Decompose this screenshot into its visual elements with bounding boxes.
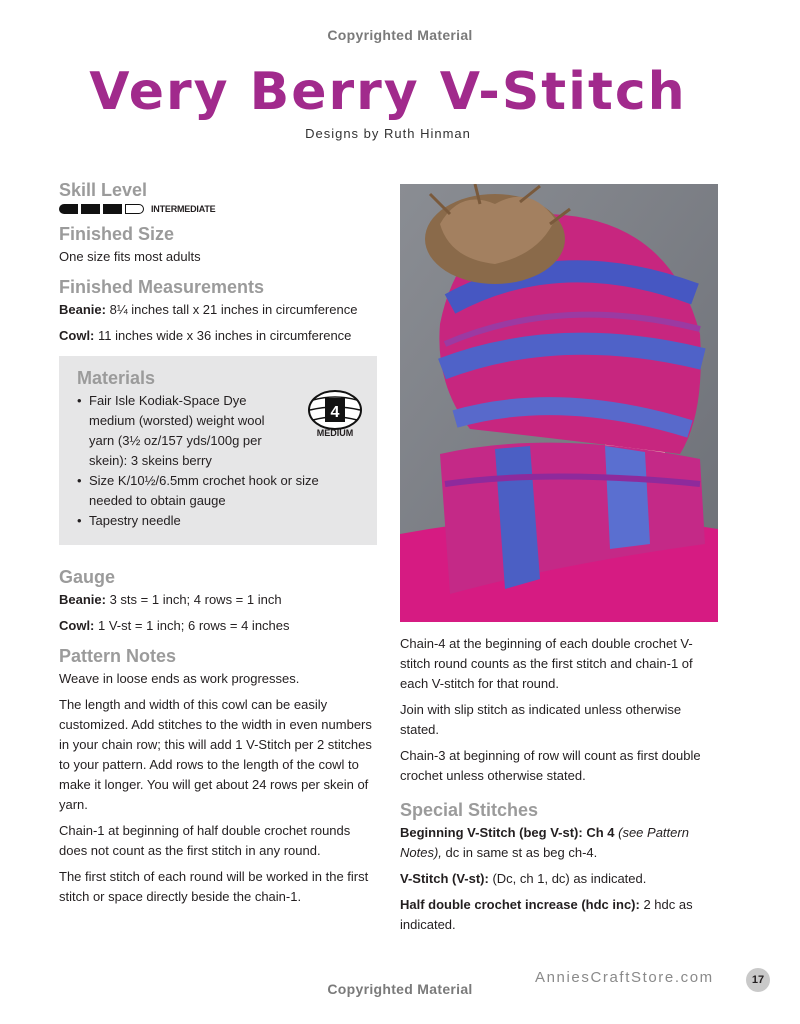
skill-level-section [59,180,377,214]
pattern-note: The length and width of this cowl can be easily customized. Add stitches to the width in even numbers in your chain row; this will add 1 V-Stitch per 2 stitches to your pattern. Add rows to the length of the cowl to make it longer. You will get about 24 rows per skein of yarn. [59,697,372,812]
beanie-gauge: Beanie: 3 sts = 1 inch; 4 rows = 1 inch [59,592,282,607]
hat-and-cowl-photo [400,184,718,622]
skill-segment-2 [81,204,100,214]
skill-segment-3 [103,204,122,214]
material-item: • Tapestry needle [77,511,361,531]
finished-size-section [59,224,377,267]
pattern-notes-heading: Pattern Notes [59,646,177,666]
skill-segment-4 [125,204,144,214]
page-title: Very Berry V-Stitch [89,62,687,122]
skill-segment-1 [59,204,78,214]
yarn-weight-label: MEDIUM [316,428,354,438]
yarn-ball-icon [307,390,363,430]
pattern-note: Chain-4 at the beginning of each double crochet V-stitch round counts as the first stitch and chain-1 of each V-stitch for that round. [400,636,693,691]
copyright-notice-top: Copyrighted Material [327,27,473,43]
special-stitches-section [400,800,718,935]
special-stitch: Beginning V-Stitch (beg V-st): Ch 4 (see Pattern Notes), dc in same st as beg ch-4. [400,825,689,860]
page-number: 17 [746,968,770,992]
beanie-measurement: Beanie: 8¼ inches tall x 21 inches in circumference [59,302,358,317]
special-stitch: Half double crochet increase (hdc inc): 2 hdc as indicated. [400,897,693,932]
materials-heading: Materials [77,368,156,388]
finished-size-text: One size fits most adults [59,249,201,264]
gauge-heading: Gauge [59,567,116,587]
material-item: • Size K/10½/6.5mm crochet hook or size needed to obtain gauge [77,471,361,511]
gauge-section [59,567,377,636]
pattern-notes-section [59,646,377,907]
product-photo [400,184,718,622]
left-column [59,180,377,917]
footer-website: AnniesCraftStore.com [535,969,714,986]
pattern-note: The first stitch of each round will be worked in the first stitch or space directly beside the chain-1. [59,869,369,904]
pattern-note: Weave in loose ends as work progresses. [59,671,300,686]
cowl-measurement: Cowl: 11 inches wide x 36 inches in circumference [59,328,352,343]
copyright-notice-bottom: Copyrighted Material [327,981,473,997]
right-column [400,634,718,945]
skill-level-heading: Skill Level [59,180,148,200]
material-item: • Fair Isle Kodiak-Space Dye medium (worsted) weight wool yarn (3½ oz/157 yds/100g per skein): 3 skeins berry [77,391,361,471]
finished-size-heading: Finished Size [59,224,175,244]
measurements-heading: Finished Measurements [59,277,265,297]
designer-byline: Designs by Ruth Hinman [305,126,471,141]
measurements-section [59,277,377,346]
pattern-note: Chain-3 at beginning of row will count as first double crochet unless otherwise stated. [400,748,701,783]
yarn-weight-number: 4 [330,404,340,421]
materials-box [59,356,377,545]
cowl-gauge: Cowl: 1 V-st = 1 inch; 6 rows = 4 inches [59,618,290,633]
special-stitches-heading: Special Stitches [400,800,539,820]
pattern-note: Join with slip stitch as indicated unless otherwise stated. [400,702,682,737]
skill-level-label: INTERMEDIATE [151,204,216,214]
skill-level-meter [59,204,377,214]
yarn-weight-icon [305,390,365,438]
pattern-note: Chain-1 at beginning of half double crochet rounds does not count as the first stitch in any round. [59,823,351,858]
special-stitch: V-Stitch (V-st): (Dc, ch 1, dc) as indicated. [400,871,647,886]
